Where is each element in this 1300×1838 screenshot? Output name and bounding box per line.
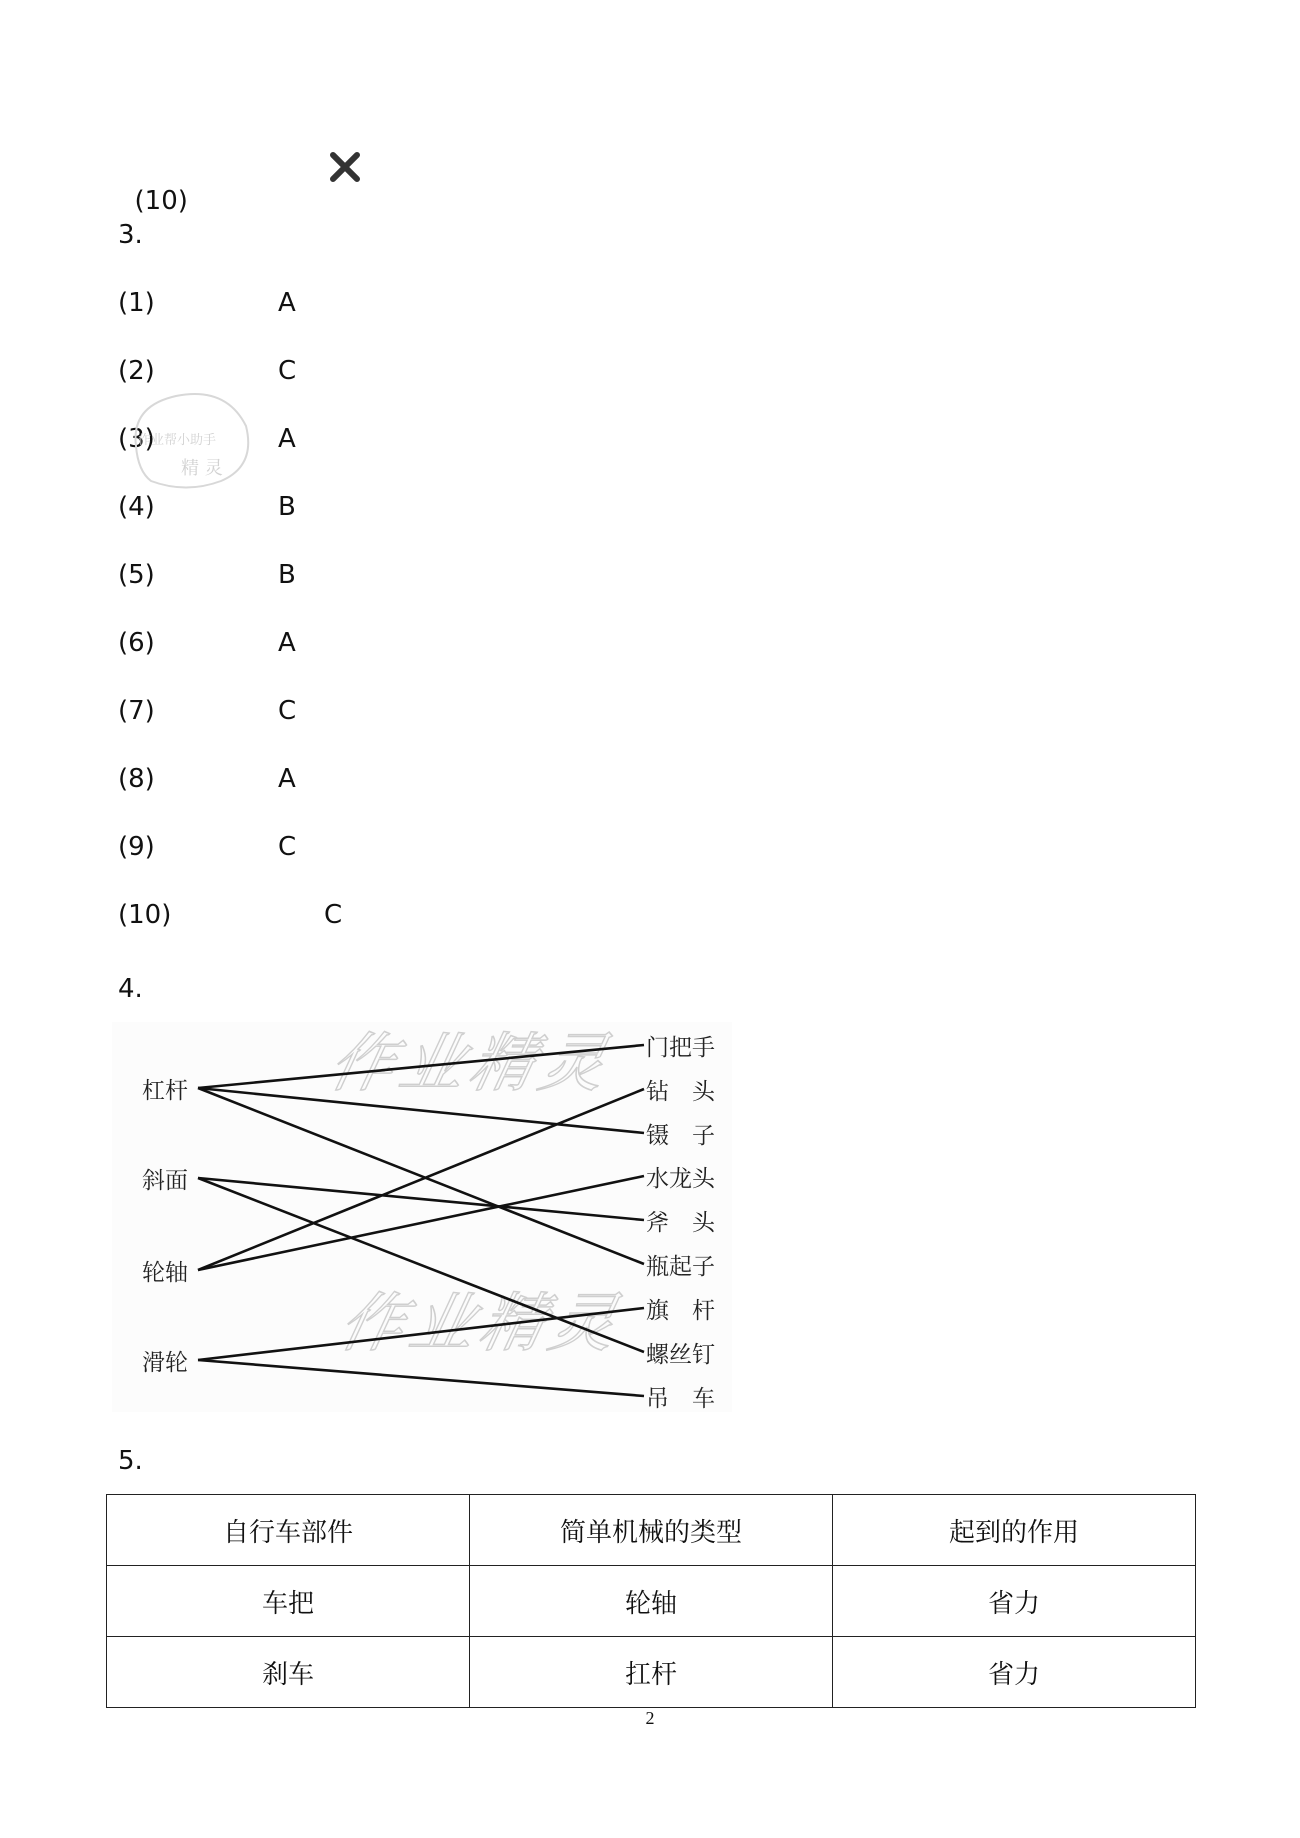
- table-cell: 省力: [833, 1637, 1196, 1708]
- stamp-watermark: [126, 386, 256, 496]
- item-label: (9): [118, 832, 155, 862]
- svg-text:精 灵: 精 灵: [181, 458, 223, 479]
- table-cell: 省力: [833, 1566, 1196, 1637]
- item-answer: B: [278, 560, 296, 590]
- stamp-text: 作业帮小助手: [138, 433, 217, 448]
- table-header-cell: 起到的作用: [833, 1495, 1196, 1566]
- item-label: (8): [118, 764, 155, 794]
- match-line: [198, 1045, 644, 1088]
- item-answer: C: [324, 900, 343, 930]
- item-answer: A: [278, 628, 296, 658]
- table-header-cell: 自行车部件: [107, 1495, 470, 1566]
- q3-answer-item: [118, 762, 296, 796]
- q3-answer-item: [118, 558, 296, 592]
- right-term: 镊 子: [646, 1123, 715, 1149]
- table-cell: 轮轴: [470, 1566, 833, 1637]
- item-label: (5): [118, 560, 155, 590]
- left-term: 滑轮: [142, 1350, 188, 1376]
- left-term: 轮轴: [142, 1260, 188, 1286]
- table-header-row: [107, 1495, 1196, 1566]
- right-term: 螺丝钉: [646, 1342, 715, 1368]
- q4-number: 4.: [118, 974, 143, 1004]
- right-term: 瓶起子: [646, 1254, 715, 1280]
- item-answer: B: [278, 492, 296, 522]
- table-cell: 刹车: [107, 1637, 470, 1708]
- item-label: (4): [118, 492, 155, 522]
- q3-answer-item: [118, 898, 343, 932]
- page-number: 2: [645, 1708, 655, 1728]
- item-label: (2): [118, 356, 155, 386]
- q3-answer-item: [118, 694, 297, 728]
- right-term: 旗 杆: [646, 1298, 715, 1324]
- match-line: [198, 1308, 644, 1360]
- match-line: [198, 1178, 644, 1352]
- match-line: [198, 1088, 644, 1264]
- watermark-bottom: 作业精灵: [332, 1287, 629, 1361]
- item-answer: A: [278, 424, 296, 454]
- right-term: 水龙头: [646, 1166, 715, 1192]
- matching-diagram: [112, 1022, 732, 1412]
- item-label: (3): [118, 424, 155, 454]
- left-term: 斜面: [142, 1168, 188, 1194]
- right-term: 门把手: [646, 1035, 715, 1061]
- q3-answer-item: [118, 354, 297, 388]
- match-line: [198, 1088, 644, 1133]
- item-answer: A: [278, 288, 296, 318]
- table-header-cell: 简单机械的类型: [470, 1495, 833, 1566]
- match-lines: [112, 1022, 732, 1412]
- table-cell: 车把: [107, 1566, 470, 1637]
- match-line: [198, 1176, 644, 1270]
- right-term: 吊 车: [646, 1386, 715, 1412]
- match-line: [198, 1178, 644, 1220]
- q3-answer-item: [118, 286, 296, 320]
- match-line: [198, 1089, 644, 1270]
- item-label: (10): [118, 900, 172, 930]
- q3-answer-item: [118, 830, 297, 864]
- q3-answer-item: [118, 626, 296, 660]
- item-label: (10): [134, 186, 188, 216]
- cross-icon: [328, 150, 362, 184]
- table-cell: 扛杆: [470, 1637, 833, 1708]
- right-term: 斧 头: [646, 1210, 715, 1236]
- q5-table: [106, 1494, 1196, 1708]
- item-answer: C: [278, 832, 297, 862]
- item-label: (7): [118, 696, 155, 726]
- match-line: [198, 1360, 644, 1396]
- right-term: 钻 头: [646, 1079, 715, 1105]
- item-answer: C: [278, 356, 297, 386]
- item-answer: A: [278, 764, 296, 794]
- item-label: (1): [118, 288, 155, 318]
- left-term: 杠杆: [142, 1078, 188, 1104]
- table-row: [107, 1637, 1196, 1708]
- table-row: [107, 1566, 1196, 1637]
- item-label: (6): [118, 628, 155, 658]
- q3-number: 3.: [118, 220, 143, 250]
- item-answer: C: [278, 696, 297, 726]
- watermark-top: 作业精灵: [322, 1027, 619, 1101]
- q5-number: 5.: [118, 1446, 143, 1476]
